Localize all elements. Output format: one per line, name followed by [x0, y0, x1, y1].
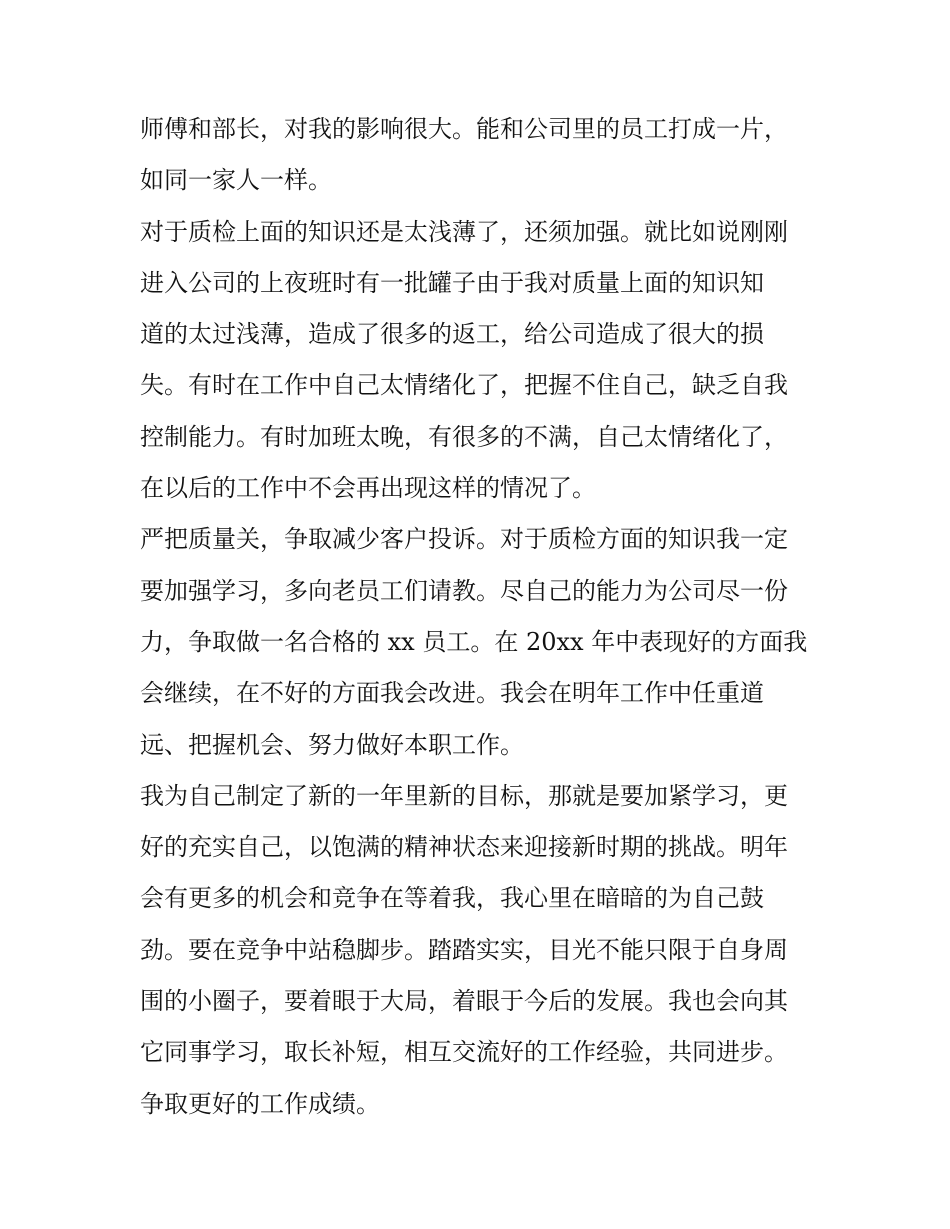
text-line: 道的太过浅薄，造成了很多的返工，给公司造成了很大的损 — [140, 320, 764, 349]
text-line: 远、把握机会、努力做好本职工作。 — [140, 730, 524, 759]
text-line: 进入公司的上夜班时有一批罐子由于我对质量上面的知识知 — [140, 268, 764, 297]
text-line: 争取更好的工作成绩。 — [140, 1089, 380, 1118]
text-line: 劲。要在竞争中站稳脚步。踏踏实实，目光不能只限于自身周 — [140, 935, 788, 964]
text-line: 失。有时在工作中自己太情绪化了，把握不住自己，缺乏自我 — [140, 371, 788, 400]
body-text — [140, 104, 820, 1130]
text-line: 严把质量关，争取减少客户投诉。对于质检方面的知识我一定 — [140, 525, 788, 554]
text-line: 力，争取做一名合格的 xx 员工。在 20xx 年中表现好的方面我 — [140, 627, 808, 656]
text-line: 要加强学习，多向老员工们请教。尽自己的能力为公司尽一份 — [140, 576, 788, 605]
text-line: 在以后的工作中不会再出现这样的情况了。 — [140, 474, 596, 503]
text-line: 会有更多的机会和竞争在等着我，我心里在暗暗的为自己鼓 — [140, 884, 764, 913]
text-line: 围的小圈子，要着眼于大局，着眼于今后的发展。我也会向其 — [140, 987, 788, 1016]
text-line: 会继续，在不好的方面我会改进。我会在明年工作中任重道 — [140, 679, 764, 708]
text-line: 控制能力。有时加班太晚，有很多的不满，自己太情绪化了， — [140, 422, 788, 451]
text-line: 我为自己制定了新的一年里新的目标，那就是要加紧学习，更 — [140, 781, 788, 810]
text-line: 它同事学习，取长补短，相互交流好的工作经验，共同进步。 — [140, 1038, 788, 1067]
text-line: 师傅和部长，对我的影响很大。能和公司里的员工打成一片， — [140, 115, 788, 143]
text-line: 对于质检上面的知识还是太浅薄了，还须加强。就比如说刚刚 — [140, 217, 788, 246]
text-line: 如同一家人一样。 — [140, 166, 332, 195]
text-line: 好的充实自己，以饱满的精神状态来迎接新时期的挑战。明年 — [140, 833, 788, 862]
